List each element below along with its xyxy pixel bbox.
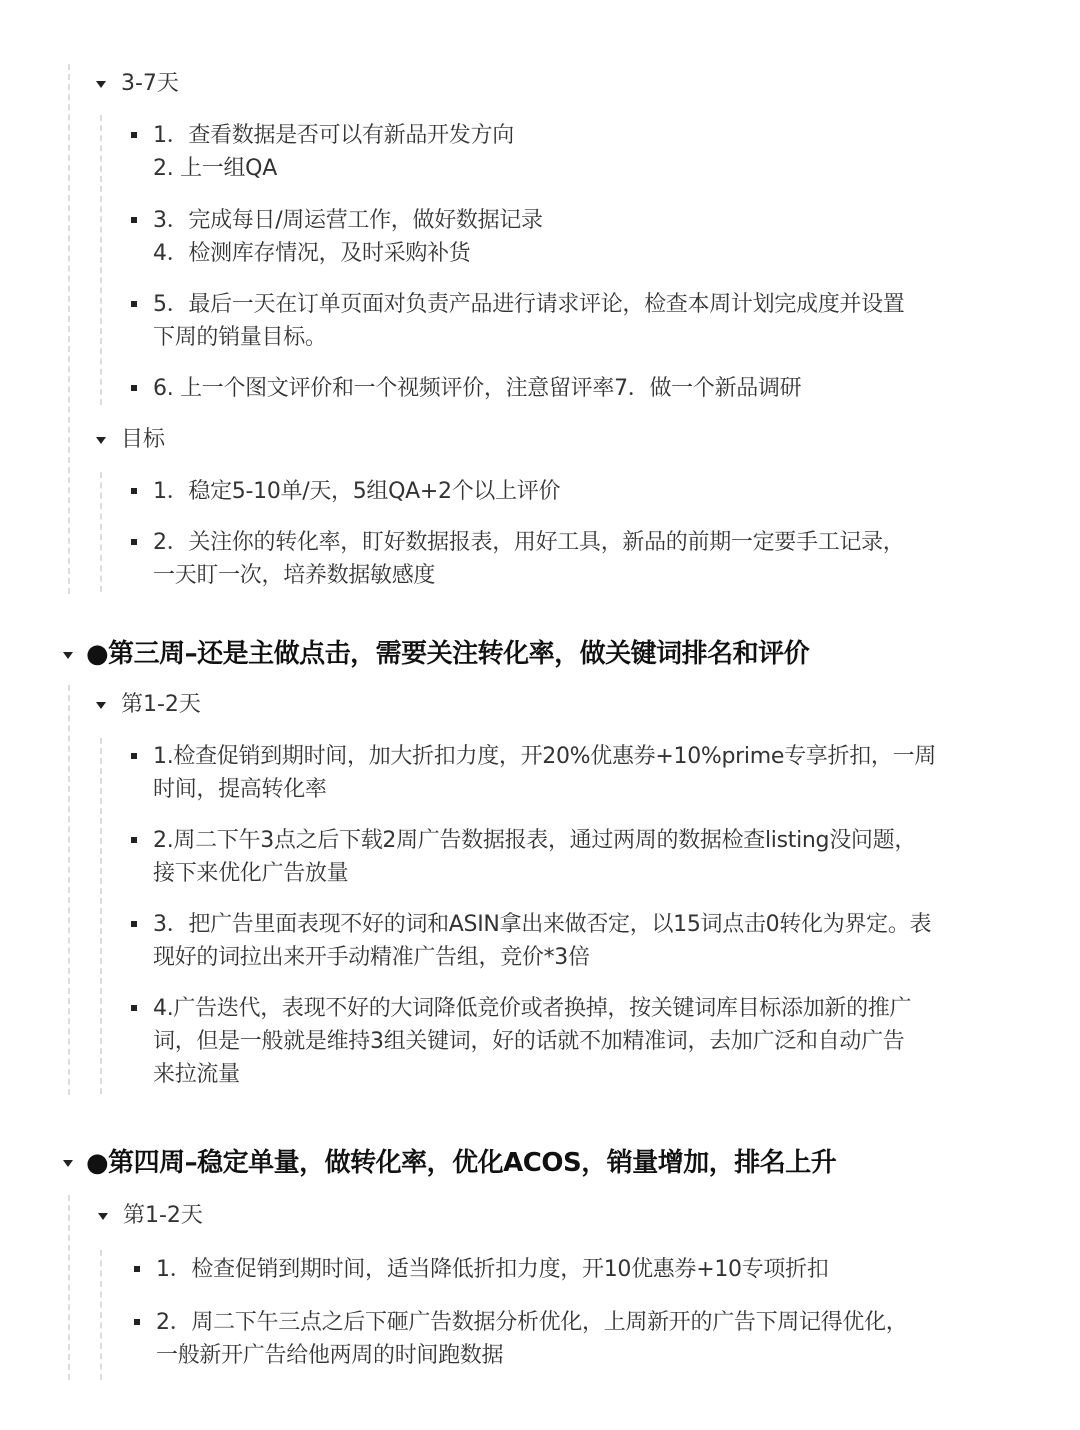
indent-guide <box>68 685 70 1095</box>
bullet-icon <box>131 837 137 843</box>
week4-heading: ●第四周–稳定单量，做转化率，优化ACOS，销量增加，排名上升 <box>86 1148 837 1178</box>
section-heading-day-1-2: 第1-2天 <box>123 1203 203 1228</box>
list-item: 2.周二下午3点之后下载2周广告数据报表，通过两周的数据检查listing没问题， <box>153 828 917 853</box>
indent-guide <box>68 64 70 594</box>
list-item: 2．关注你的转化率，盯好数据报表，用好工具，新品的前期一定要手工记录， <box>153 530 905 555</box>
list-item: 一般新开广告给他两周的时间跑数据 <box>156 1343 504 1368</box>
collapse-toggle-icon[interactable] <box>96 81 106 88</box>
week3-heading: ●第三周–还是主做点击，需要关注转化率，做关键词排名和评价 <box>86 639 810 669</box>
list-item: 1．查看数据是否可以有新品开发方向 <box>153 123 514 148</box>
collapse-toggle-icon[interactable] <box>63 652 73 659</box>
list-item: 一天盯一次，培养数据敏感度 <box>153 563 436 588</box>
list-item: 来拉流量 <box>153 1062 240 1087</box>
list-item: 1．稳定5-10单/天，5组QA+2个以上评价 <box>153 479 561 504</box>
bullet-icon <box>131 1005 137 1011</box>
list-item: 下周的销量目标。 <box>153 325 327 350</box>
collapse-toggle-icon[interactable] <box>96 437 106 444</box>
list-item: 接下来优化广告放量 <box>153 861 349 886</box>
list-item: 2. 上一组QA <box>153 156 277 181</box>
bullet-icon <box>131 753 137 759</box>
bullet-icon <box>131 539 137 545</box>
list-item: 现好的词拉出来开手动精准广告组，竞价*3倍 <box>153 945 590 970</box>
indent-guide <box>100 472 102 592</box>
list-item: 3．把广告里面表现不好的词和ASIN拿出来做否定，以15词点击0转化为界定。表 <box>153 912 932 937</box>
list-item: 词，但是一般就是维持3组关键词，好的话就不加精准词，去加广泛和自动广告 <box>153 1029 905 1054</box>
bullet-icon <box>134 1266 140 1272</box>
list-item: 1.检查促销到期时间，加大折扣力度，开20%优惠券+10%prime专享折扣，一周 <box>153 744 937 769</box>
list-item: 4.广告迭代，表现不好的大词降低竞价或者换掉，按关键词库目标添加新的推广 <box>153 996 912 1021</box>
list-item: 3．完成每日/周运营工作，做好数据记录 <box>153 208 543 233</box>
indent-guide <box>100 738 102 1094</box>
list-item: 时间，提高转化率 <box>153 777 327 802</box>
section-heading-goal: 目标 <box>121 427 166 452</box>
collapse-toggle-icon[interactable] <box>98 1213 108 1220</box>
bullet-icon <box>131 217 137 223</box>
list-item: 1．检查促销到期时间，适当降低折扣力度，开10优惠券+10专项折扣 <box>156 1257 829 1282</box>
bullet-icon <box>131 488 137 494</box>
bullet-icon <box>131 921 137 927</box>
indent-guide <box>100 115 102 405</box>
list-item: 2．周二下午三点之后下砸广告数据分析优化，上周新开的广告下周记得优化， <box>156 1310 908 1335</box>
bullet-icon <box>131 301 137 307</box>
list-item: 4．检测库存情况，及时采购补货 <box>153 241 471 266</box>
section-heading-3-7-days: 3-7天 <box>121 71 179 96</box>
list-item: 5．最后一天在订单页面对负责产品进行请求评论，检查本周计划完成度并设置 <box>153 292 905 317</box>
section-heading-day-1-2: 第1-2天 <box>121 692 201 717</box>
bullet-icon <box>131 132 137 138</box>
collapse-toggle-icon[interactable] <box>63 1160 73 1167</box>
collapse-toggle-icon[interactable] <box>96 702 106 709</box>
indent-guide <box>68 1195 70 1380</box>
bullet-icon <box>131 385 137 391</box>
indent-guide <box>100 1250 102 1380</box>
list-item: 6. 上一个图文评价和一个视频评价，注意留评率7．做一个新品调研 <box>153 376 802 401</box>
bullet-icon <box>134 1319 140 1325</box>
